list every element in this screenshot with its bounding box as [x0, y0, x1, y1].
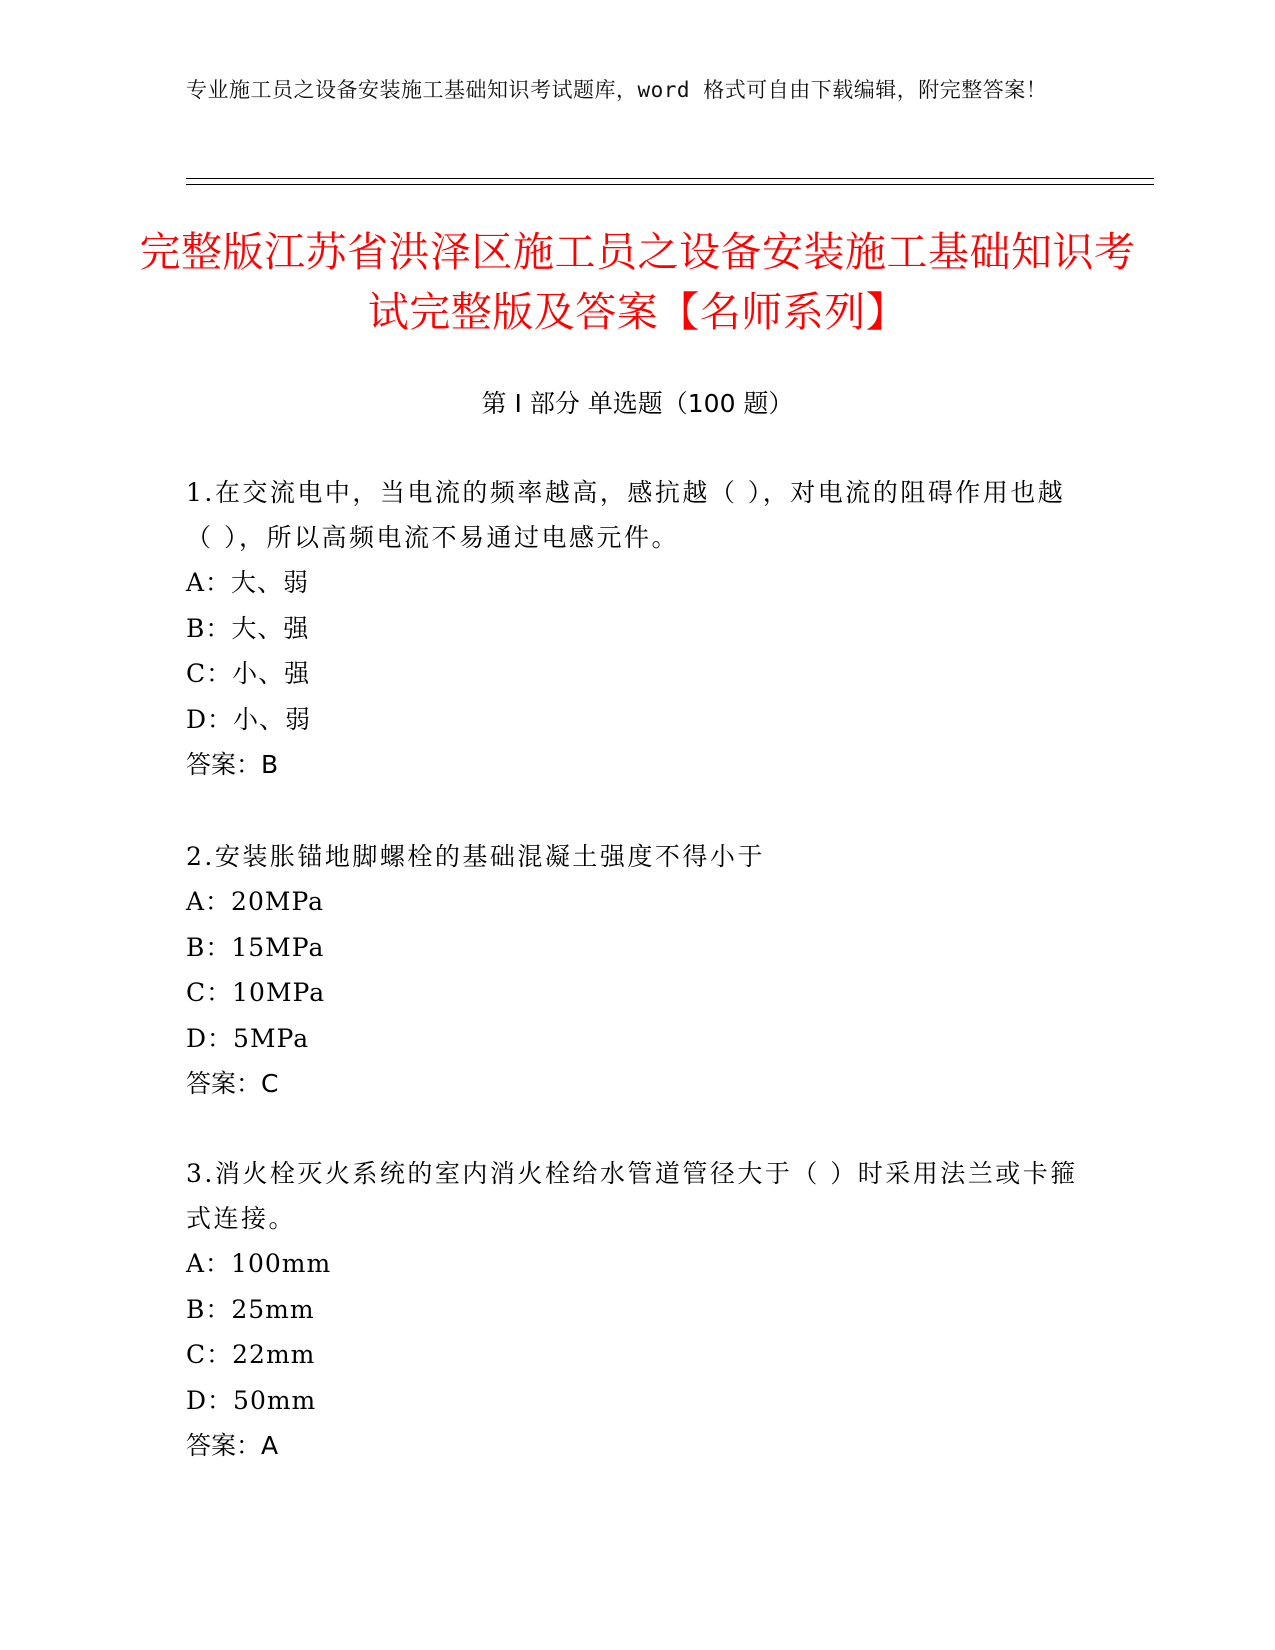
- option-c: C：22mm: [186, 1340, 316, 1369]
- question-2: [186, 834, 1086, 1106]
- answer: 答案：A: [186, 1431, 279, 1460]
- option-a: A：100mm: [186, 1249, 332, 1278]
- option-d: D：小、弱: [186, 704, 312, 734]
- question-stem: 2.安装胀锚地脚螺栓的基础混凝土强度不得小于: [186, 842, 765, 871]
- option-c: C：10MPa: [186, 978, 326, 1007]
- document-title: 完整版江苏省洪泽区施工员之设备安装施工基础知识考试完整版及答案【名师系列】: [139, 228, 1136, 336]
- header-note: 专业施工员之设备安装施工基础知识考试题库，word 格式可自由下载编辑，附完整答案！: [186, 78, 1048, 102]
- question-3: [186, 1151, 1086, 1468]
- question-1: [186, 470, 1086, 787]
- answer: 答案：B: [186, 750, 279, 779]
- option-c: C：小、强: [186, 659, 311, 688]
- question-stem: 1.在交流电中，当电流的频率越高，感抗越（ ），对电流的阻碍作用也越（ ），所以高频电流不易通过电感元件。: [186, 478, 1066, 552]
- option-d: D：50mm: [186, 1385, 317, 1415]
- option-b: B：25mm: [186, 1294, 315, 1324]
- option-a: A：20MPa: [186, 887, 325, 916]
- question-stem: 3.消火栓灭火系统的室内消火栓给水管道管径大于（ ）时采用法兰或卡箍式连接。: [186, 1159, 1078, 1233]
- option-b: B：15MPa: [186, 932, 325, 962]
- header-divider-bottom: [186, 184, 1154, 185]
- option-b: B：大、强: [186, 613, 310, 643]
- option-a: A：大、弱: [186, 568, 310, 597]
- answer: 答案：C: [186, 1069, 279, 1098]
- section-title: 第 I 部分 单选题（100 题）: [481, 389, 794, 418]
- option-d: D：5MPa: [186, 1023, 310, 1053]
- header-divider-top: [186, 178, 1154, 179]
